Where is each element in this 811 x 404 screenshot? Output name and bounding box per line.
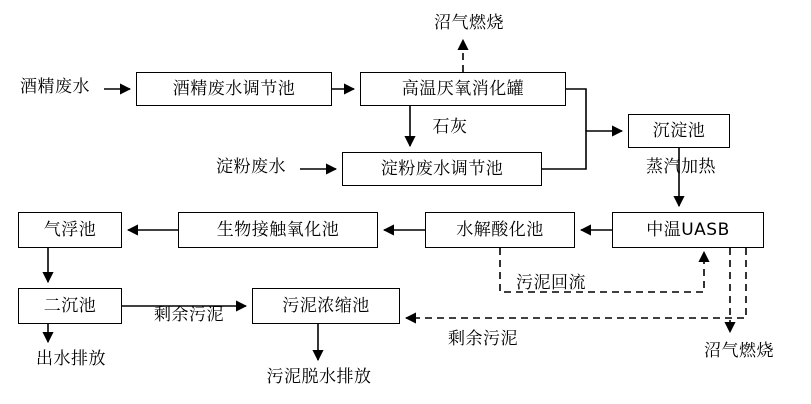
node-air-flotation-tank[interactable]: [18, 212, 122, 248]
label-biogas-burn-bottom: [684, 338, 794, 364]
node-medium-temp-uasb[interactable]: [612, 212, 764, 248]
label-text: 淀粉废水: [216, 156, 286, 177]
node-secondary-sedimentation-tank[interactable]: [18, 288, 122, 324]
node-label: 污泥浓缩池: [282, 295, 370, 316]
node-high-temp-anaerobic-digester[interactable]: [360, 72, 566, 106]
label-starch-wastewater-input: [196, 154, 306, 180]
label-text: 污泥脱水排放: [266, 366, 372, 387]
node-label: 沉淀池: [652, 120, 706, 141]
label-lime: [420, 114, 480, 140]
node-alcohol-wastewater-regulating-tank[interactable]: [136, 72, 332, 106]
node-label: 中温UASB: [646, 219, 730, 240]
label-text: 剩余污泥: [448, 328, 518, 349]
label-text: 酒精废水: [20, 76, 90, 97]
label-sludge-dewatering-discharge: [234, 364, 404, 390]
label-excess-sludge-right: [428, 326, 538, 352]
node-starch-wastewater-regulating-tank[interactable]: [342, 152, 542, 186]
label-text: 蒸汽加热: [646, 156, 716, 177]
edge-starch-tank-to-sedimentation: [542, 131, 622, 169]
label-text: 污泥回流: [516, 272, 586, 293]
label-alcohol-wastewater-input: [0, 74, 110, 100]
node-label: 生物接触氧化池: [216, 219, 340, 240]
label-effluent-discharge: [16, 346, 126, 372]
label-sludge-return: [496, 270, 606, 296]
label-text: 沼气燃烧: [704, 340, 774, 361]
node-label: 二沉池: [43, 295, 97, 316]
label-text: 石灰: [432, 116, 468, 137]
label-biogas-burn-top: [414, 10, 524, 36]
node-hydrolysis-acidification-tank[interactable]: [425, 212, 575, 248]
node-label: 酒精废水调节池: [172, 78, 296, 99]
label-text: 出水排放: [36, 348, 106, 369]
edge-digester-to-sedimentation: [566, 89, 586, 131]
node-sedimentation-tank[interactable]: [628, 114, 730, 148]
node-sludge-thickening-tank[interactable]: [252, 288, 400, 324]
label-excess-sludge-left: [134, 302, 244, 328]
node-biological-contact-oxidation-tank[interactable]: [178, 212, 378, 248]
node-label: 淀粉废水调节池: [380, 158, 504, 179]
node-label: 高温厌氧消化罐: [401, 78, 525, 99]
label-text: 剩余污泥: [154, 304, 224, 325]
node-label: 气浮池: [43, 219, 97, 240]
label-steam-heating: [626, 154, 736, 180]
node-label: 水解酸化池: [456, 219, 544, 240]
label-text: 沼气燃烧: [434, 12, 504, 33]
